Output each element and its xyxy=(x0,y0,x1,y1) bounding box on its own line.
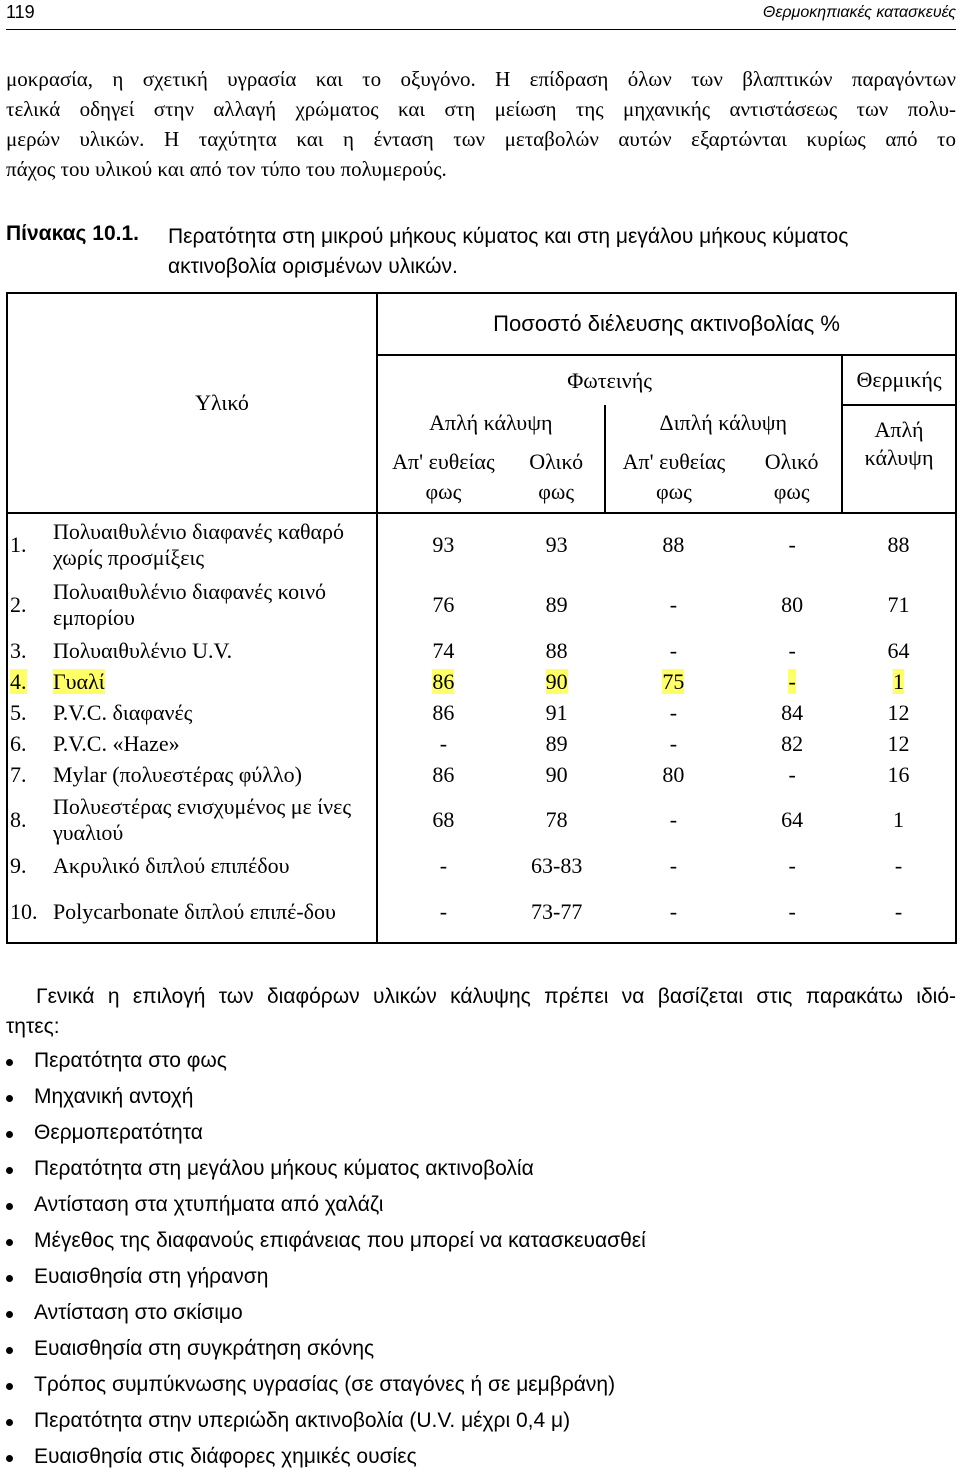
cell-direct-double: 88 xyxy=(605,513,743,575)
list-item xyxy=(6,1082,646,1118)
intro-line: μοκρασία, η σχετική υγρασία και το οξυγόνο. Η επίδραση όλων των βλαπτικών παραγόντων xyxy=(6,67,956,91)
list-item-text: Μέγεθος της διαφανούς επιφάνειας που μπορεί να κατασκευασθεί xyxy=(34,1229,646,1252)
row-material: Πολυεστέρας ενισχυμένος με ίνες γυαλιού xyxy=(52,794,352,845)
bullet-icon xyxy=(6,1203,13,1210)
intro-line: μερών υλικών. Η ταχύτητα και η ένταση των μεταβολών αυτών εξαρτώνται κυρίως από το xyxy=(6,127,956,151)
list-item xyxy=(6,1154,646,1190)
row-material: Ακρυλικό διπλού επιπέδου xyxy=(52,852,290,878)
transmittance-table xyxy=(6,292,957,944)
list-item xyxy=(6,1190,646,1226)
list-item-text: Περατότητα στο φως xyxy=(34,1049,227,1072)
list-item xyxy=(6,1298,646,1334)
cell-total-double: - xyxy=(742,513,842,575)
highlighted-number: 4. xyxy=(10,668,27,694)
bullet-icon xyxy=(6,1275,13,1282)
material-header-cell xyxy=(7,293,377,513)
row-number: 8. xyxy=(7,790,51,850)
bullet-icon xyxy=(6,1347,13,1354)
bullet-icon xyxy=(6,1167,13,1174)
cell-direct-double: - xyxy=(669,592,678,617)
cell-direct-double: - xyxy=(669,637,678,663)
cell-direct-single: 76 xyxy=(377,575,509,635)
intro-line: πάχος του υλικού και από τον τύπο του πολυμερούς. xyxy=(6,157,447,181)
list-item-text: Αντίσταση στο σκίσιμο xyxy=(34,1301,243,1324)
highlighted-material: Γυαλί xyxy=(52,668,105,694)
list-item xyxy=(6,1406,646,1442)
cell-direct-single: - xyxy=(377,850,509,881)
highlighted-value: - xyxy=(788,668,796,694)
cell-total-single: 88 xyxy=(545,637,568,663)
bullet-icon xyxy=(6,1239,13,1246)
cell-total-single: 63-83 xyxy=(531,852,583,878)
list-item-text: Θερμοπερατότητα xyxy=(34,1121,203,1144)
table-caption-label: Πίνακας 10.1. xyxy=(6,222,139,245)
cell-thermal-single: 1 xyxy=(842,790,956,850)
direct-light-header: Απ' ευθείας φως xyxy=(605,441,743,513)
bullet-icon xyxy=(6,1383,13,1390)
list-item-text: Αντίσταση στα χτυπήματα από χαλάζι xyxy=(34,1193,384,1216)
list-item xyxy=(6,1046,646,1082)
list-item-text: Περατότητα στη μεγάλου μήκους κύματος ακτινοβολία xyxy=(34,1157,534,1180)
bullet-icon xyxy=(6,1131,13,1138)
direct-light-header: Απ' ευθείας φως xyxy=(377,441,509,513)
highlighted-value: 1 xyxy=(893,668,905,694)
cell-total-single: 90 xyxy=(545,761,568,787)
cell-direct-single: 68 xyxy=(377,790,509,850)
row-material: Πολυαιθυλένιο διαφανές καθαρό χωρίς προσμίξεις xyxy=(51,513,377,575)
highlighted-value: 86 xyxy=(432,668,455,694)
row-material: Πολυαιθυλένιο U.V. xyxy=(52,637,233,663)
single-cover-header: Απλή κάλυψη xyxy=(377,405,605,441)
thermal-header: Θερμικής xyxy=(842,355,956,405)
cell-direct-single: 74 xyxy=(377,635,509,666)
cell-total-single: 89 xyxy=(545,730,568,756)
row-number: 10. xyxy=(7,881,51,943)
cell-direct-single: 93 xyxy=(377,513,509,575)
cell-direct-double: - xyxy=(669,807,678,832)
caption-line: Περατότητα στη μικρού μήκους κύματος και στη μεγάλου μήκους κύματος xyxy=(168,225,849,248)
intro-line: τελικά οδηγεί στην αλλαγή χρώματος και στη μείωση της μηχανικής αντιστάσεως των πολυ- xyxy=(6,97,956,121)
cell-total-double: 80 xyxy=(781,592,804,617)
cell-total-double: - xyxy=(788,761,796,787)
row-number: 1. xyxy=(7,513,51,575)
total-light-header: Ολικό φως xyxy=(742,441,842,513)
material-header: Υλικό xyxy=(195,390,249,415)
cell-direct-double: - xyxy=(669,730,678,756)
cell-total-double: - xyxy=(788,852,796,878)
row-number: 2. xyxy=(7,575,51,635)
list-item xyxy=(6,1334,646,1370)
cell-thermal-single: - xyxy=(842,881,956,943)
total-light-header: Ολικό φως xyxy=(529,448,584,504)
highlighted-value: 75 xyxy=(662,668,685,694)
properties-intro xyxy=(6,982,956,1042)
row-material: Mylar (πολυεστέρας φύλλο) xyxy=(52,761,302,787)
properties-list xyxy=(6,1046,646,1478)
intro-paragraph xyxy=(6,64,956,184)
double-cover-header: Διπλή κάλυψη xyxy=(605,405,842,441)
list-item-text: Περατότητα στην υπεριώδη ακτινοβολία (U.V. μέχρι 0,4 μ) xyxy=(34,1409,571,1432)
list-item-text: Ευαισθησία στη συγκράτηση σκόνης xyxy=(34,1337,375,1360)
row-number xyxy=(7,666,51,697)
list-item-text: Ευαισθησία στη γήρανση xyxy=(34,1265,269,1288)
bullet-icon xyxy=(6,1419,13,1426)
cell-thermal-single xyxy=(842,666,956,697)
cell-thermal-single: 64 xyxy=(842,635,956,666)
cell-total-double: 64 xyxy=(781,807,804,832)
list-item xyxy=(6,1442,646,1478)
cell-total-single: 91 xyxy=(545,699,568,725)
page-header xyxy=(6,0,956,30)
cell-total-single xyxy=(509,666,605,697)
cell-direct-single: 86 xyxy=(377,759,509,790)
cell-direct-single: - xyxy=(377,728,509,759)
bullet-icon xyxy=(6,1059,13,1066)
cell-total-single: 93 xyxy=(509,513,605,575)
list-item xyxy=(6,1262,646,1298)
cell-total-double: 82 xyxy=(781,730,804,756)
table-caption-text xyxy=(168,222,958,282)
cell-total-double: - xyxy=(742,881,842,943)
cell-direct-single: - xyxy=(377,881,509,943)
cell-total-single: 73-77 xyxy=(509,881,605,943)
row-material: P.V.C. διαφανές xyxy=(52,699,193,725)
row-number: 3. xyxy=(7,635,51,666)
row-number: 9. xyxy=(7,850,51,881)
cell-total-single: 89 xyxy=(545,592,568,617)
properties-intro-line: τητες: xyxy=(6,1015,60,1038)
row-material: P.V.C. «Haze» xyxy=(52,730,180,756)
light-header: Φωτεινής xyxy=(377,355,842,405)
cell-thermal-single: 71 xyxy=(842,575,956,635)
list-item-text: Μηχανική αντοχή xyxy=(34,1085,194,1108)
row-number: 6. xyxy=(7,728,51,759)
running-title: Θερμοκηπιακές κατασκευές xyxy=(762,4,956,21)
list-item-text: Τρόπος συμπύκνωσης υγρασίας (σε σταγόνες ή σε μεμβράνη) xyxy=(34,1373,616,1396)
list-item xyxy=(6,1370,646,1406)
row-number: 5. xyxy=(7,697,51,728)
cell-thermal-single: 16 xyxy=(842,759,956,790)
row-material: Polycarbonate διπλού επιπέ-δου xyxy=(51,881,377,943)
bullet-icon xyxy=(6,1455,13,1462)
percent-header: Ποσοστό διέλευσης ακτινοβολίας % xyxy=(377,293,956,355)
cell-direct-double: - xyxy=(669,699,678,725)
bullet-icon xyxy=(6,1095,13,1102)
row-material: Πολυαιθυλένιο διαφανές κοινό εμπορίου xyxy=(52,579,327,630)
cell-direct-double: - xyxy=(605,881,743,943)
cell-thermal-single: - xyxy=(842,850,956,881)
cell-direct-double xyxy=(605,666,743,697)
cell-total-double: - xyxy=(788,637,796,663)
highlighted-value: 90 xyxy=(545,668,568,694)
row-material xyxy=(51,666,377,697)
cell-direct-single xyxy=(377,666,509,697)
cell-total-single: 78 xyxy=(545,807,568,832)
cell-total-double xyxy=(742,666,842,697)
bullet-icon xyxy=(6,1311,13,1318)
properties-intro-line: Γενικά η επιλογή των διαφόρων υλικών κάλυψης πρέπει να βασίζεται στις παρακάτω ιδιό- xyxy=(36,985,956,1008)
cell-thermal-single: 12 xyxy=(842,728,956,759)
list-item-text: Ευαισθησία στις διάφορες χημικές ουσίες xyxy=(34,1445,417,1468)
cell-thermal-single: 12 xyxy=(842,697,956,728)
cell-direct-double: 80 xyxy=(662,761,685,787)
list-item xyxy=(6,1118,646,1154)
list-item xyxy=(6,1226,646,1262)
cell-total-double: 84 xyxy=(781,699,804,725)
row-number: 7. xyxy=(7,759,51,790)
page-number: 119 xyxy=(6,2,35,22)
caption-line: ακτινοβολία ορισμένων υλικών. xyxy=(168,255,458,278)
cell-thermal-single: 88 xyxy=(842,513,956,575)
cell-direct-double: - xyxy=(669,852,678,878)
cell-direct-single: 86 xyxy=(377,697,509,728)
thermal-single-header: Απλή κάλυψη xyxy=(842,405,956,513)
